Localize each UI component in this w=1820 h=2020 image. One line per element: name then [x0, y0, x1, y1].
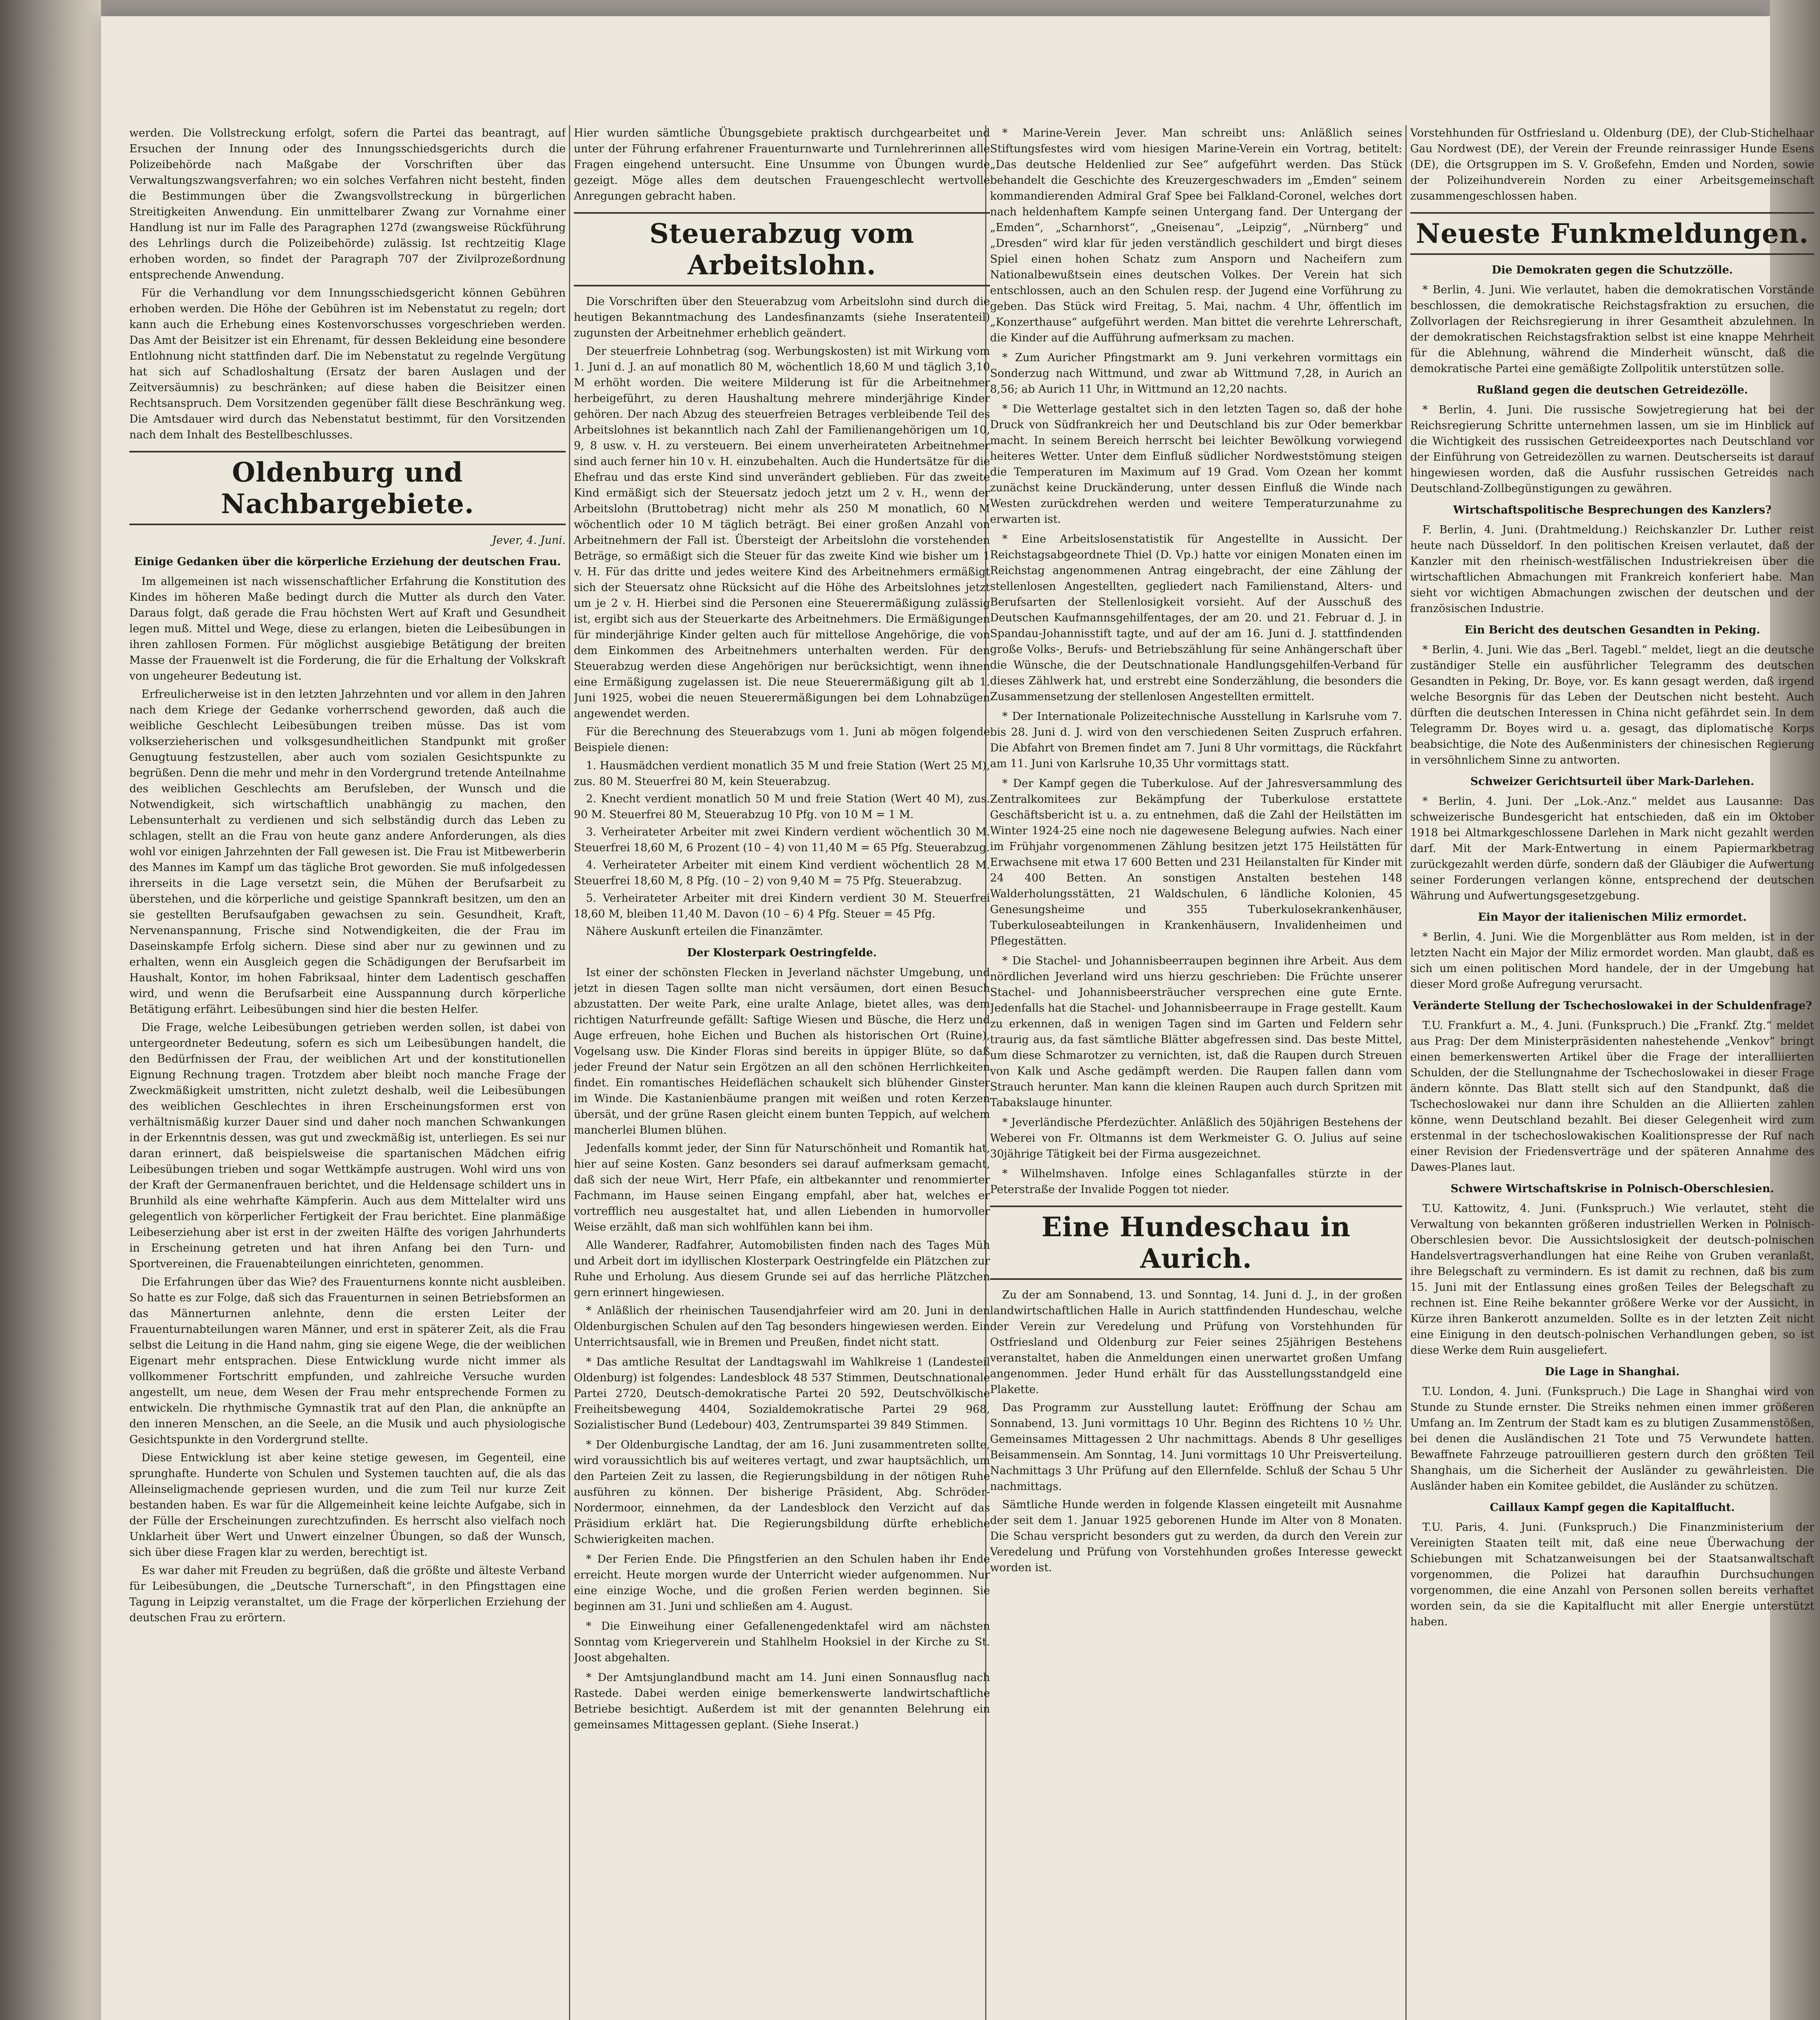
article-subheading: Der Klosterpark Oestringfelde. [687, 947, 877, 959]
dateline: Jever, 4. Juni. [492, 534, 566, 547]
news-subheading: Schwere Wirtschaftskrise in Polnisch-Oberschlesien. [1450, 1183, 1774, 1195]
column-rule [569, 125, 570, 2020]
section-heading: Neueste Funkmeldungen. [1410, 212, 1814, 255]
news-item: * Anläßlich der rheinischen Tausendjahrfeier wird am 20. Juni in den Oldenburgischen Schulen auf den Tag besonders hingewiesen werden. Ein Unterrichtsausfall, wie in Bremen und Preußen, findet nicht statt. [574, 1305, 990, 1349]
article-paragraph: Diese Entwicklung ist aber keine stetige gewesen, im Gegenteil, eine sprunghafte. Hunderte von Schulen und Systemen tauchten auf, die als das Alleinseligmachende gepriesen wurden, und die zum Teil nur kurze Zeit bestanden haben. Es war für die Allgemeinheit keine leichte Aufgabe, sich in der Fülle der Erscheinungen zurechtzufinden. Es herrscht also vielfach noch Unklarheit über Wert und Unwert einzelner Übungen, so daß der Wunsch, sich über diese Fragen klar zu werden, berechtigt ist. [129, 1452, 566, 1559]
article-text: Für die Verhandlung vor dem Innungsschiedsgericht können Gebühren erhoben werden. Die Höhe der Gebühren ist im Nebenstatut zu regeln; dort kann auch die Erhebung eines Kostenvorschusses vorgeschrieben werden. Das Amt der Beisitzer ist ein Ehrenamt, für dessen Bekleidung eine besondere Entlohnung nicht stattfinden darf. Die im Nebenstatut zu regelnde Vergütung hat sich auf Schadloshaltung (Ersatz der baren Auslagen und der Zeitversäumnis) zu beschränken; auf diese haben die Beisitzer einen Rechtsanspruch. Dem Vorsitzenden gegenüber fällt diese Beschränkung weg. Die Amtsdauer wird durch das Nebenstatut bestimmt, für den Vorsitzenden nach dem Inhalt des Bestellbeschlusses. [129, 287, 566, 441]
news-subheading: Schweizer Gerichtsurteil über Mark-Darlehen. [1470, 775, 1755, 788]
article-paragraph: Es war daher mit Freuden zu begrüßen, daß die größte und älteste Verband für Leibesübungen, die „Deutsche Turnerschaft“, in den Pfingsttagen eine Tagung in Leipzig veranstaltet, um die Frage der körperlichen Erziehung der deutschen Frau zu erörtern. [129, 1564, 566, 1624]
news-subheading: Die Demokraten gegen die Schutzzölle. [1491, 264, 1733, 276]
news-subheading: Ein Mayor der italienischen Miliz ermordet. [1478, 911, 1747, 924]
article-paragraph: Die Erfahrungen über das Wie? des Frauenturnens konnte nicht ausbleiben. So hatte es zur Folge, daß sich das Frauenturnen in seinen Betriebsformen an das Männerturnen anlehnte, denn die ersten Leiter der Frauenturnabteilungen waren Männer, und erst in späterer Zeit, als die Frau selbst die Leitung in die Hand nahm, ging sie eigene Wege, die der weiblichen Eigenart mehr entsprachen. Diese Entwicklung wurde nicht immer als vollkommener Fortschritt empfunden, und zahlreiche Versuche wurden angestellt, um neue, dem Wesen der Frau mehr entsprechende Formen zu entwickeln. Die rhythmische Gymnastik trat auf den Plan, die anknüpfte an den inneren Menschen, an die Seele, an die Musik und auch physiologische Gesichtspunkte in den Vordergrund stellte. [129, 1276, 566, 1446]
example-item: Nähere Auskunft erteilen die Finanzämter. [586, 925, 823, 938]
news-item: * Der Amtsjunglandbund macht am 14. Juni einen Sonnausflug nach Rastede. Dabei werden einige bemerkenswerte landwirtschaftliche Betriebe besichtigt. Außerdem ist mit der genannten Belehrung ein gemeinsames Mittagessen geplant. (Siehe Inserat.) [574, 1671, 990, 1731]
article-paragraph: Das Programm zur Ausstellung lautet: Eröffnung der Schau am Sonnabend, 13. Juni vormittags 10 Uhr. Beginn des Richtens 10 ½ Uhr. Gemeinsames Mittagessen 2 Uhr nachmittags. Abends 8 Uhr geselliges Beisammensein. Am Sonntag, 14. Juni vormittags 10 Uhr Preisverteilung. Nachmittags 3 Uhr Prüfung auf den Ellernfelde. Schluß der Schau 5 Uhr nachmittags. [990, 1401, 1402, 1493]
news-item: * Berlin, 4. Juni. Die russische Sowjetregierung hat bei der Reichsregierung Schritte unternehmen lassen, um sie im Hinblick auf die Wichtigkeit des russischen Getreideexportes nach Deutschland vor der Einführung von Getreidezöllen zu warnen. Deutscherseits ist darauf hingewiesen worden, daß die Ausfuhr russischen Getreides nach Deutschland-Zollbegünstigungen zu gewähren. [1410, 404, 1814, 495]
section-heading: Steuerabzug vom Arbeitslohn. [574, 212, 990, 286]
news-subheading: Rußland gegen die deutschen Getreidezölle. [1477, 384, 1748, 396]
news-item: * Berlin, 4. Juni. Wie das „Berl. Tagebl.“ meldet, liegt an die deutsche zuständiger Stelle ein ausführlicher Telegramm des deutschen Gesandten in Peking, Dr. Boye, vor. Es kann gesagt werden, daß irgend welche Besorgnis für das Leben der Deutschen nicht besteht. Auch dürften die deutschen Interessen in China nicht gefährdet sein. In dem Telegramm Dr. Boyes wird u. a. gesagt, das diplomatische Korps beabsichtige, die Note des Außenministers der chinesischen Regierung in versöhnlichem Sinne zu antworten. [1410, 644, 1814, 766]
column-1 [129, 125, 566, 2020]
example-item: 4. Verheirateter Arbeiter mit einem Kind verdient wöchentlich 28 M. Steuerfrei 18,60 M, 8 Pfg. (10 – 2) von 9,40 M = 75 Pfg. Steuerabzug. [574, 859, 990, 887]
article-paragraph: Im allgemeinen ist nach wissenschaftlicher Erfahrung die Konstitution des Kindes im höheren Maße bedingt durch die Mutter als durch den Vater. Daraus folgt, daß gerade die Frau höchsten Wert auf Kraft und Gesundheit legen muß. Mittel und Wege, diese zu erlangen, bieten die Leibesübungen in ihren zahllosen Formen. Für möglichst ausgiebige Betätigung der breiten Masse der Frauenwelt ist die Forderung, die für die Erhaltung der Volkskraft von ungeheurer Bedeutung ist. [129, 575, 566, 682]
news-item: T.U. Frankfurt a. M., 4. Juni. (Funkspruch.) Die „Frankf. Ztg.“ meldet aus Prag: Der dem Ministerpräsidenten nahestehende „Venkov“ bringt einen bemerkenswerten Artikel über die Frage der interalliierten Schulden, der die Stellungnahme der Tschechoslowakei in dieser Frage ändern könnte. Das Blatt stellt sich auf den Standpunkt, daß die Tschechoslowakei nur dann ihre Schulden an die Alliierten zahlen könne, wenn Deutschland bezahlt. Bei dieser Gelegenheit wird zum erstenmal in der tschechoslowakischen Koalitionspresse der Ruf nach einer Revision der Friedensverträge und der späteren Annahme des Dawes-Planes laut. [1410, 1019, 1814, 1174]
article-subheading: Einige Gedanken über die körperliche Erziehung der deutschen Frau. [134, 556, 561, 568]
article-paragraph: Der steuerfreie Lohnbetrag (sog. Werbungskosten) ist mit Wirkung vom 1. Juni d. J. an auf monatlich 80 M, wöchentlich 18,60 M und täglich 3,10 M erhöht worden. Die weitere Milderung ist für die Arbeitnehmer herbeigeführt, zu deren Haushaltung mehrere minderjährige Kinder gehören. Der nach Abzug des steuerfreien Betrages verbleibende Teil des Arbeitslohnes ist bekanntlich nach Zahl der Familienangehörigen um 10, 9, 8 usw. v. H. zu versteuern. Bei einem unverheirateten Arbeitnehmer sind auch ferner hin 10 v. H. einzubehalten. Auch die Hundertsätze für die Ehefrau und das erste Kind sind unverändert geblieben. Für das zweite Kind ermäßigt sich der Steuersatz jedoch jetzt um 2 v. H., wenn der Arbeitslohn (Bruttobetrag) nicht mehr als 250 M monatlich, 60 M wöchentlich oder 10 M täglich beträgt. Bei einer großen Anzahl von Arbeitnehmern der Fall ist. Übersteigt der Arbeitslohn die vorstehenden Beträge, so ermäßigt sich die Steuer für das zweite Kind wie bisher um 1 v. H. Für das dritte und jedes weitere Kind des Arbeitnehmers ermäßigt sich der Steuersatz ohne Rücksicht auf die Höhe des Arbeitslohnes jetzt um je 2 v. H. Hierbei sind die Personen eine Steuerermäßigung zulässig ist, ergibt sich aus der Steuerkarte des Arbeitnehmers. Die Ermäßigungen für minderjährige Kinder gelten auch für mittellose Angehörige, die von dem Einkommen des Arbeitnehmers unterhalten werden. Für den Steuerabzug werden diese Angehörigen nur berücksichtigt, wenn ihnen eine Ermäßigung zugelassen ist. Die neue Steuerermäßigung gilt ab 1. Juni 1925, wobei die neuen Steuerermäßigungen bei dem Lohnabzügen angewendet werden. [574, 345, 990, 720]
news-item: * Jeverländische Pferdezüchter. Anläßlich des 50jährigen Bestehens der Weberei von Fr. Oltmanns ist dem Werkmeister G. O. Julius auf seine 30jährige Tätigkeit bei der Firma ausgezeichnet. [990, 1116, 1402, 1160]
news-item: * Der Oldenburgische Landtag, der am 16. Juni zusammentreten sollte, wird voraussichtlich bis auf weiteres vertagt, und zwar hauptsächlich, um den Parteien Zeit zu lassen, die Regierungsbildung in der nötigen Ruhe ausführen zu können. Der bisherige Präsident, Abg. Schröder-Nordermoor, einnehmen, da der Landesblock den Verzicht auf das Präsidium erklärt hat. Die Regierungsbildung dürfte erhebliche Schwierigkeiten machen. [574, 1439, 990, 1546]
news-item: * Berlin, 4. Juni. Der „Lok.-Anz.“ meldet aus Lausanne: Das schweizerische Bundesgericht hat entschieden, daß ein im Oktober 1918 bei Altmarkgeschlossene Darlehen in Mark nicht gezahlt werden darf. Mit der Mark-Entwertung in einem Papiermarkbetrag zurückgezahlt werden dürfe, sondern daß der Gläubiger die Aufwertung seiner Forderungen verlangen könne, entsprechend der deutschen Währung und Aufwertungsgesetzgebung. [1410, 795, 1814, 902]
column-rule [1405, 125, 1407, 2020]
news-item: * Die Wetterlage gestaltet sich in den letzten Tagen so, daß der hohe Druck von Südfrankreich her und Deutschland bis zur Oder bemerkbar macht. In seinem Bereich herrscht bei leichter Bewölkung vorwiegend heiteres Wetter. Unter dem Einfluß südlicher Nordweststömung steigen die Temperaturen im Maximum auf 19 Grad. Vom Ozean her kommt zunächst keine Druckänderung, unter dessen Einfluß die Winde nach Westen zurückdrehen werden und weitere Temperaturzunahme zu erwarten ist. [990, 403, 1402, 526]
news-item: * Der Kampf gegen die Tuberkulose. Auf der Jahresversammlung des Zentralkomitees zur Bekämpfung der Tuberkulose erstattete Geschäftsbericht ist u. a. zu entnehmen, daß die Zahl der Heilstätten im Winter 1924-25 eine noch nie dagewesene Belegung aufwies. Nach einer im Frühjahr vorgenommenen Zählung besitzen jetzt 175 Heilstätten für Erwachsene mit etwa 17 600 Betten und 231 Heilanstalten für Kinder mit 24 400 Betten. An sonstigen Anstalten bestehen 148 Walderholungsstätten, 21 Waldschulen, 6 ländliche Kolonien, 45 Genesungsheime und 355 Tuberkulosekrankenhäuser, Tuberkuloseabteilungen in Krankenhäusern, Invalidenheimen und Pflegestätten. [990, 777, 1402, 947]
news-item: * Der Ferien Ende. Die Pfingstferien an den Schulen haben ihr Ende erreicht. Heute morgen wurde der Unterricht wieder aufgenommen. Nur eine einzige Woche, und die großen Ferien werden beginnen. Sie beginnen am 31. Juni und schließen am 4. August. [574, 1553, 990, 1613]
news-item: T.U. Kattowitz, 4. Juni. (Funkspruch.) Wie verlautet, steht die Verwaltung von bekannten größeren industriellen Werken in Polnisch-Oberschlesien bevor. Die Aussichtslosigkeit der deutsch-polnischen Handelsvertragsverhandlungen hat eine Reihe von Gruben veranlaßt, ihre Belegschaft zu vermindern. Es ist damit zu rechnen, daß bis zum 15. Juni mit der Entlassung eines großen Teiles der Belegschaft zu rechnen ist. Eine Reihe bekannter größere Werke vor der Aussicht, in Kürze ihren Bankerott anzumelden. Sollte es in der letzten Zeit nicht eine Einigung in den deutsch-polnischen Verhandlungen geben, so ist diese Werke dem Ruin ausgeliefert. [1410, 1202, 1814, 1357]
article-paragraph: Alle Wanderer, Radfahrer, Automobilisten finden nach des Tages Müh und Arbeit dort im idyllischen Klosterpark Oestringfelde ein Plätzchen zur Ruhe und Erholung. Aus diesem Grunde sei auf das herrliche Plätzchen gern erinnert hingewiesen. [574, 1239, 990, 1299]
column-4 [1410, 125, 1814, 2020]
example-item: 3. Verheirateter Arbeiter mit zwei Kindern verdient wöchentlich 30 M. Steuerfrei 18,60 M, 6 Prozent (10 – 4) von 11,40 M = 65 Pfg. Steuerabzug. [574, 826, 990, 854]
article-paragraph: Ist einer der schönsten Flecken in Jeverland nächster Umgebung, und jetzt in diesen Tagen sollte man nicht versäumen, dort einen Besuch abzustatten. Der weite Park, eine uralte Anlage, bietet alles, was dem richtigen Naturfreunde gefällt: Saftige Wiesen und Büsche, die Herz und Auge erfreuen, hohe Eichen und Buchen als historischen Ort (Ruine), Vogelsang usw. Die Kinder Floras sind bereits in üppiger Blüte, so daß jeder Freund der Natur sein Ergötzen an all den schönen Herrlichkeiten findet. Ein romantisches Heideflächen schaukelt sich blühender Ginster im Winde. Die Kastanienbäume prangen mit weißen und roten Kerzen übersät, und der grüne Rasen gleicht einem bunten Teppich, auf welchem mancherlei Blumen blühen. [574, 966, 990, 1136]
book-binding-edge [0, 0, 101, 2020]
news-subheading: Ein Bericht des deutschen Gesandten in Peking. [1464, 624, 1760, 636]
news-item: T.U. Paris, 4. Juni. (Funkspruch.) Die Finanzministerium der Vereinigten Staaten teilt mit, daß eine neue Überwachung der Schiebungen mit Schatzanweisungen bei der Staatsanwaltschaft vorgenommen, die Polizei hat daraufhin Durchsuchungen vorgenommen, die eine Anzahl von Personen sollen bereits verhaftet worden sein, da sie die Kapitalflucht mit aller Energie unterstützt haben. [1410, 1521, 1814, 1628]
column-2 [574, 125, 990, 2020]
news-item: * Eine Arbeitslosenstatistik für Angestellte in Aussicht. Der Reichstagsabgeordnete Thiel (D. Vp.) hatte vor einigen Monaten einen im Reichstag angenommenen Antrag eingebracht, der eine Zählung der stellenlosen Angestellten, gegliedert nach Familienstand, Alters- und Berufsarten der Stellenlosigkeit vorsieht. Auf der Ausschuß des Deutschen Kaufmannsgehilfentages, der am 20. und 21. Februar d. J. in Spandau-Johannisstift tagte, und auf der am 16. Juni d. J. stattfindenden große Volks-, Berufs- und Betriebszählung für seine Anhängerschaft über die Wünsche, die der Deutschnationale Handlungsgehilfen-Verband für dieses Zählwerk hat, und erstrebt eine Sonderzählung, die besonders die Zusammensetzung der stellenlosen Angestellten ermittelt. [990, 533, 1402, 703]
news-item: * Zum Auricher Pfingstmarkt am 9. Juni verkehren vormittags ein Sonderzug nach Wittmund, und zwar ab Wittmund 7,28, in Aurich an 8,56; ab Aurich 11 Uhr, in Wittmund an 12,20 nachts. [990, 351, 1402, 396]
column-3 [990, 125, 1402, 2020]
news-item: * Das amtliche Resultat der Landtagswahl im Wahlkreise 1 (Landesteil Oldenburg) ist folgendes: Landesblock 48 537 Stimmen, Deutschnationale Partei 2720, Deutsch-demokratische Partei 20 592, Deutschvölkische Freiheitsbewegung 4404, Sozialdemokratische Partei 29 968, Sozialistischer Bund (Ledebour) 403, Zentrumspartei 39 849 Stimmen. [574, 1356, 990, 1431]
example-item: 2. Knecht verdient monatlich 50 M und freie Station (Wert 40 M), zus. 90 M. Steuerfrei 80 M, Steuerabzug 10 Pfg. von 10 M = 1 M. [574, 793, 990, 821]
news-subheading: Veränderte Stellung der Tschechoslowakei in der Schuldenfrage? [1412, 999, 1812, 1012]
article-paragraph: Sämtliche Hunde werden in folgende Klassen eingeteilt mit Ausnahme der seit dem 1. Januar 1925 geborenen Hunde im Alter von 8 Monaten. Die Schau verspricht besonders gut zu werden, da durch den Verein zur Veredelung und Prüfung von Vorstehhunden großes Interesse geweckt worden ist. [990, 1498, 1402, 1574]
news-item: * Wilhelmshaven. Infolge eines Schlaganfalles stürzte in der Peterstraße der Invalide Poggen tot nieder. [990, 1168, 1402, 1196]
news-item: F. Berlin, 4. Juni. (Drahtmeldung.) Reichskanzler Dr. Luther reist heute nach Düsseldorf. In den politischen Kreisen verlautet, daß der Kanzler mit den rheinisch-westfälischen Industriekreisen über die wirtschaftlichen Abmachungen mit Frankreich konferiert habe. Man sieht vor wichtigen Abmachungen zwischen der deutschen und der französischen Industrie. [1410, 524, 1814, 615]
news-subheading: Wirtschaftspolitische Besprechungen des Kanzlers? [1453, 504, 1772, 516]
news-subheading: Die Lage in Shanghai. [1545, 1366, 1680, 1378]
news-item: * Berlin, 4. Juni. Wie verlautet, haben die demokratischen Vorstände beschlossen, die demokratische Reichstagsfraktion zu ersuchen, die Zollvorlagen der Reichsregierung in ihrer Gesamtheit abzulehnen. In der demokratischen Reichstagsfraktion selbst ist eine knappe Mehrheit für die Ablehnung, während die Minderheit wünscht, daß die demokratische Partei eine gemäßigte Zollpolitik unterstützen solle. [1410, 284, 1814, 375]
article-paragraph: Jedenfalls kommt jeder, der Sinn für Naturschönheit und Romantik hat, hier auf seine Kosten. Ganz besonders sei darauf aufmerksam gemacht, daß sich der neue Wirt, Herr Pfafe, ein altbekannter und renommierter Fachmann, im Hause seinen Eingang empfahl, aber hat, welches er vortrefflich neu ausgestaltet hat, und allen Liebenden in humorvoller Weise erzählt, daß man sich wohlfühlen kann bei ihm. [574, 1142, 990, 1233]
article-text: Hier wurden sämtliche Übungsgebiete praktisch durchgearbeitet und unter der Führung erfahrener Frauenturnwarte und Turnlehrerinnen alle Fragen eingehend untersucht. Eine Unsumme von Übungen wurde gezeigt. Möge alles dem deutschen Frauengeschlecht wertvolle Anregungen gebracht haben. [574, 127, 990, 202]
news-item: * Marine-Verein Jever. Man schreibt uns: Anläßlich seines Stiftungsfestes wird vom hiesigen Marine-Verein ein Vortrag, betitelt: „Das deutsche Heldenlied zur See“ aufgeführt werden. Das Stück behandelt die Geschichte des Kreuzergeschwaders im „Emden“ seinem kommandierenden Admiral Graf Spee bei Falkland-Coronel, welches dort nach heldenhaftem Kampfe seinen Untergang fand. Der Untergang der „Emden“, „Scharnhorst“, „Gneisenau“, „Leipzig“, „Nürnberg“ und „Dresden“ wird klar für jeden verständlich geschildert und birgt dieses Spiel einen hohen Schatz zum Ansporn und Nacheifern zum Nationalbewußtsein eines deutschen Volkes. Der Verein hat sich entschlossen, auch an den Schulen resp. der Jugend eine Vorführung zu geben. Das Stück wird Freitag, 5. Mai, nachm. 4 Uhr, öffentlich im „Konzerthause“ aufgeführt werden. Man bittet die verehrte Lehrerschaft, die Kinder auf die Aufführung aufmerksam zu machen. [990, 127, 1402, 344]
news-item: * Berlin, 4. Juni. Wie die Morgenblätter aus Rom melden, ist in der letzten Nacht ein Major der Miliz ermordet worden. Man glaubt, daß es sich um einen politischen Mord handele, der in der Umgebung hat dieser Mord große Aufregung verursacht. [1410, 931, 1814, 991]
news-item: * Die Stachel- und Johannisbeerraupen beginnen ihre Arbeit. Aus dem nördlichen Jeverland wird uns hierzu geschrieben: Die Früchte unserer Stachel- und Johannisbeersträucher versprechen eine gute Ernte. Jedenfalls hat die Stachel- und Johannisbeerraupe in Frage gestellt. Kaum zu erkennen, daß in wenigen Tagen sind im Garten und Feldern sehr traurig aus, da fast sämtliche Blätter abgefressen sind. Das beste Mittel, um diese Schmarotzer zu vernichten, ist, daß die Raupen durch Streuen von Kalk und Asche gedämpft werden. Die Raupen fallen dann vom Strauch herunter. Man kann die kleinen Raupen auch durch Spritzen mit Tabakslauge hinunter. [990, 955, 1402, 1109]
article-paragraph: Zu der am Sonnabend, 13. und Sonntag, 14. Juni d. J., in der großen landwirtschaftlichen Halle in Aurich stattfindenden Hundeschau, welche der Verein zur Veredelung und Prüfung von Vorstehhunden für Ostfriesland und Oldenburg zur Feier seines 25jährigen Bestehens veranstaltet, haben die Anmeldungen einen unerwartet großen Umfang angenommen. Jeder Hund erhält für das Ausstellungsstandgeld eine Plakette. [990, 1289, 1402, 1396]
article-paragraph: Erfreulicherweise ist in den letzten Jahrzehnten und vor allem in den Jahren nach dem Kriege der Gedanke vorherrschend geworden, daß auch die weibliche Geschlecht Leibesübungen treiben müsse. Das ist vom volkserzieherischen und volksgesundheitlichen Standpunkt mit großer Genugtuung festzustellen, aber auch vom sozialen Gesichtspunkte zu begrüßen. Denn die mehr und mehr in den Vordergrund tretende Anteilnahme des weiblichen Geschlechts am Berufsleben, der Wunsch und die Notwendigkeit, sich wirtschaftlich unabhängig zu machen, den Lebensunterhalt zu verdienen und sich selbständig durch das Leben zu schlagen, stellt an die Frau von heute ganz andere Anforderungen, als dies wohl vor einigen Jahrzehnten der Fall gewesen ist. Die Frau ist Mitbewerberin des Mannes im Kampf um das tägliche Brot geworden. Sie muß infolgedessen ihrerseits in die Lage versetzt sein, die Mühen der Berufsarbeit zu überstehen, und die körperliche und geistige Spannkraft besitzen, um den an sie gestellten Berufsaufgaben gewachsen zu sein. Gesundheit, Kraft, Nervenanspannung, Frische sind Notwendigkeiten, die der Frau im Daseinskampfe Erfolg sichern. Diese sind aber nur zu gewinnen und zu erhalten, wenn ein Ausgleich gegen die Schädigungen der Berufsarbeit im Haushalt, Kontor, im hohen Fabriksaal, hinter dem Ladentisch geschaffen wird, und wenn die Berufsarbeit eine Ausspannung durch körperliche Betätigung erfährt. Leibesübungen sind hier die besten Helfer. [129, 688, 566, 1016]
news-item: T.U. London, 4. Juni. (Funkspruch.) Die Lage in Shanghai wird von Stunde zu Stunde ernster. Die Streiks nehmen einen immer größeren Umfang an. Im Zentrum der Stadt kam es zu blutigen Zusammenstößen, bei denen die Ausländischen 21 Tote und 75 Verwundete hatten. Bewaffnete Fahrzeuge patrouillieren gestern durch den größten Teil Shanghais, um die Sicherheit der Ausländer zu gewährleisten. Die Ausländer haben ein Komitee gebildet, die Ausländer zu schützen. [1410, 1385, 1814, 1492]
article-text: werden. Die Vollstreckung erfolgt, sofern die Partei das beantragt, auf Ersuchen der Innung oder des Innungsschiedsgerichts durch die Polizeibehörde nach Maßgabe der Vorschriften über das Verwaltungszwangsverfahren; wo ein solches Verfahren nicht besteht, finden die Bestimmungen über die Zwangsvollstreckung in bürgerlichen Streitigkeiten Anwendung. Ein unmittelbarer Zwang zur Vornahme einer Handlung ist nur im Falle des Paragraphen 127d (zwangsweise Rückführung des Lehrlings durch die Polizeibehörde) zulässig. Ist rechtzeitig Klage erhoben worden, so findet der Paragraph 707 der Zivilprozeßordnung entsprechende Anwendung. [129, 127, 566, 281]
example-item: 1. Hausmädchen verdient monatlich 35 M und freie Station (Wert 25 M), zus. 80 M. Steuerfrei 80 M, kein Steuerabzug. [574, 760, 990, 788]
news-item: * Die Einweihung einer Gefallenengedenktafel wird am nächsten Sonntag vom Kriegerverein und Stahlhelm Hooksiel in der Kirche zu St. Joost abgehalten. [574, 1620, 990, 1664]
article-paragraph: Die Frage, welche Leibesübungen getrieben werden sollen, ist dabei von untergeordneter Bedeutung, sofern es sich um Leibesübungen handelt, die den Bedürfnissen der Frau, der weiblichen Art und der konstitutionellen Eignung Rechnung tragen. Trotzdem aber bleibt noch manche Frage der Zweckmäßigkeit umstritten, nicht zuletzt deshalb, weil die Leibesübungen des weiblichen Geschlechtes in ihren Erscheinungsformen erst von verhältnismäßig kurzer Dauer sind und daher noch manchen Schwankungen in der Erkenntnis dessen, was gut und zweckmäßig ist, unterliegen. Es sei nur daran erinnert, daß beispielsweise die spartanischen Mädchen eifrig Leibesübungen trieben und sogar Wettkämpfe austrugen. Wohl wird uns von der Kraft der Germanenfrauen berichtet, und die Heldensage schildert uns in Brunhild als eine wehrhafte Kämpferin. Auch aus dem Mittelalter wird uns gelegentlich von körperlicher Fertigkeit der Frau berichtet. Eine planmäßige Leibeserziehung aber ist erst in der zweiten Hälfte des vorigen Jahrhunderts in Erscheinung getreten und hat ihren Anfang bei den Turn- und Sportvereinen, die Frauenabteilungen einrichteten, genommen. [129, 1021, 566, 1270]
news-subheading: Caillaux Kampf gegen die Kapitalflucht. [1489, 1501, 1735, 1514]
example-item: 5. Verheirateter Arbeiter mit drei Kindern verdient 30 M. Steuerfrei 18,60 M, bleiben 11,40 M. Davon (10 – 6) 4 Pfg. Steuer = 45 Pfg. [574, 892, 990, 920]
section-heading: Oldenburg und Nachbargebiete. [129, 451, 566, 525]
section-heading: Eine Hundeschau in Aurich. [990, 1206, 1402, 1280]
article-paragraph: Die Vorschriften über den Steuerabzug vom Arbeitslohn sind durch die heutigen Bekanntmachung des Landesfinanzamts (siehe Inseratenteil) zugunsten der Arbeitnehmer erheblich geändert. [574, 295, 990, 339]
news-item: * Der Internationale Polizeitechnische Ausstellung in Karlsruhe vom 7. bis 28. Juni d. J. wird von den verschiedenen Seiten Zuspruch erfahren. Die Abfahrt von Bremen findet am 7. Juni 8 Uhr vormittags, die Rückfahrt am 11. Juni von Karlsruhe 10,35 Uhr vormittags statt. [990, 710, 1402, 770]
article-paragraph: Für die Berechnung des Steuerabzugs vom 1. Juni ab mögen folgende Beispiele dienen: [574, 726, 990, 754]
article-text: Vorstehhunden für Ostfriesland u. Oldenburg (DE), der Club-Stichelhaar Gau Nordwest (DE), der Verein der Freunde reinrassiger Hunde Esens (DE), die Ortsgruppen im S. V. Großefehn, Emden und Norden, sowie der Polizeihundverein Norden zu einer Arbeitsgemeinschaft zusammengeschlossen haben. [1410, 127, 1814, 202]
